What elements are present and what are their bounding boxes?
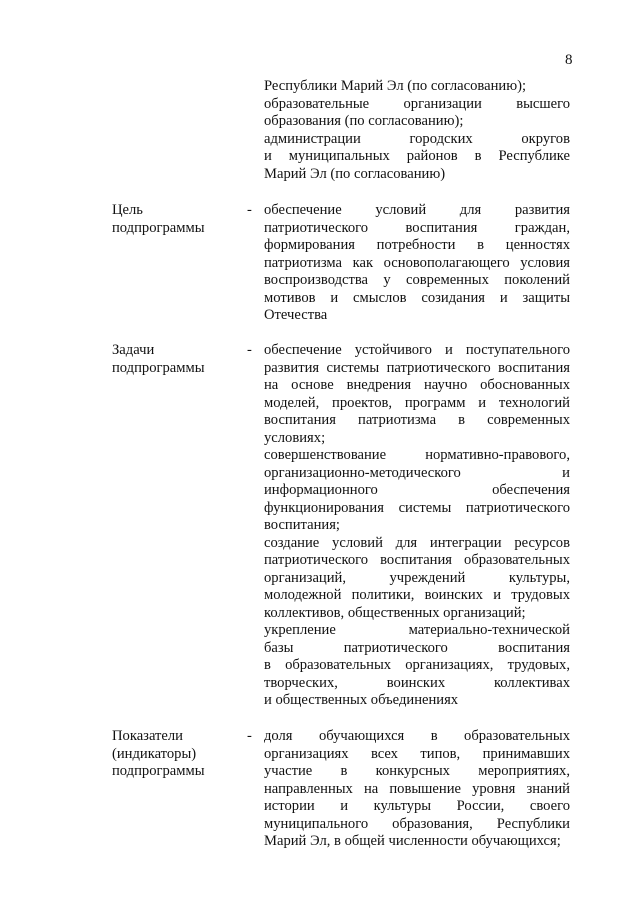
indicators-label <box>112 728 242 781</box>
goal-text <box>264 202 570 325</box>
text-line: направленных на повышение уровня знаний <box>264 780 570 797</box>
tasks-label <box>112 342 242 377</box>
text-line: воспитания патриотизма в современных <box>264 412 570 428</box>
text-line: функционирования системы патриотического <box>264 499 570 516</box>
text-line: моделей, проектов, программ и технологий <box>264 394 570 411</box>
text-line: Марий Эл, в общей численности обучающихся; <box>264 833 561 849</box>
goal-label <box>112 202 242 237</box>
text-line: формирования потребности в ценностях <box>264 237 570 253</box>
text-line: муниципального образования, Республики <box>264 815 570 832</box>
text-line: создание условий для интеграции ресурсов <box>264 534 570 551</box>
text-line: администрации городских округов <box>264 130 570 147</box>
text-line: в образовательных организациях, трудовых, <box>264 657 570 673</box>
text-line: и муниципальных районов в Республике <box>264 148 570 164</box>
label-line: подпрограммы <box>112 359 205 376</box>
text-line: организационно-методического и <box>264 464 570 481</box>
text-line: патриотического воспитания образовательных <box>264 552 570 568</box>
text-line: истории и культуры России, своего <box>264 798 570 814</box>
text-line: на основе внедрения научно обоснованных <box>264 377 570 393</box>
indicators-text <box>264 728 570 851</box>
text-line: Республики Марий Эл (по согласованию); <box>264 78 527 94</box>
text-line: патриотического воспитания граждан, <box>264 219 570 236</box>
indicators-dash: - <box>247 728 252 744</box>
label-line: подпрограммы <box>112 219 205 236</box>
text-line: развития системы патриотического воспитания <box>264 359 570 376</box>
text-line: совершенствование нормативно-правового, <box>264 447 570 463</box>
text-line: творческих, воинских коллективах <box>264 674 570 691</box>
text-line: воспроизводства у современных поколений <box>264 272 570 288</box>
text-line: обеспечение условий для развития <box>264 202 570 218</box>
text-line: молодежной политики, воинских и трудовых <box>264 587 570 603</box>
label-line: Показатели <box>112 728 183 744</box>
text-line: организаций, учреждений культуры, <box>264 569 570 586</box>
text-line: и общественных объединениях <box>264 692 459 708</box>
text-line: мотивов и смыслов созидания и защиты <box>264 289 570 306</box>
text-line: доля обучающихся в образовательных <box>264 728 570 744</box>
text-line: укрепление материально-технической <box>264 622 570 638</box>
text-line: базы патриотического воспитания <box>264 639 570 656</box>
continuation-text <box>264 78 570 183</box>
text-line: коллективов, общественных организаций; <box>264 604 526 621</box>
text-line: обеспечение устойчивого и поступательного <box>264 342 570 358</box>
text-line: патриотизма как основополагающего условия <box>264 254 570 271</box>
label-line: Задачи <box>112 342 155 358</box>
text-line: условиях; <box>264 429 326 446</box>
text-line: информационного обеспечения <box>264 482 570 498</box>
label-line: Цель <box>112 202 143 218</box>
label-line: (индикаторы) <box>112 745 197 762</box>
tasks-dash: - <box>247 342 252 358</box>
label-line: подпрограммы <box>112 763 205 779</box>
text-line: Отечества <box>264 307 328 323</box>
text-line: воспитания; <box>264 517 340 533</box>
page-number: 8 <box>565 52 573 68</box>
text-line: образования (по согласованию); <box>264 113 464 129</box>
goal-dash: - <box>247 202 252 218</box>
text-line: участие в конкурсных мероприятиях, <box>264 763 570 779</box>
text-line: образовательные организации высшего <box>264 95 570 112</box>
text-line: организациях всех типов, принимавших <box>264 745 570 762</box>
tasks-text <box>264 342 570 710</box>
text-line: Марий Эл (по согласованию) <box>264 165 446 182</box>
